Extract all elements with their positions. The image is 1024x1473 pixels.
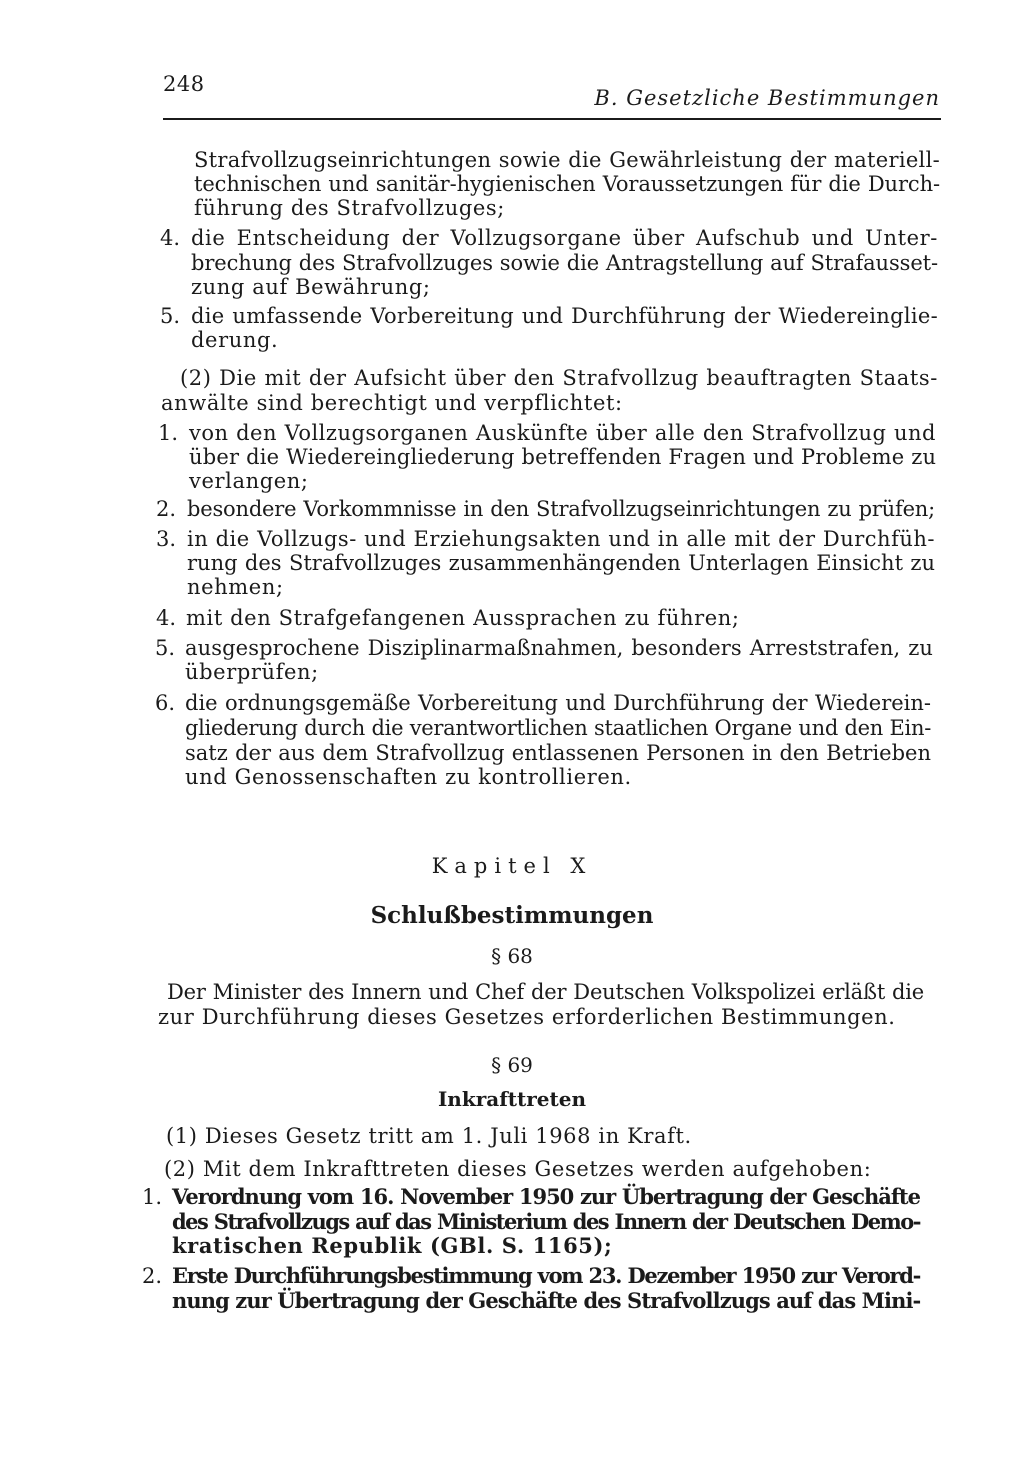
- text-line: Der Minister des Innern und Chef der Deutschen Volkspolizei erläßt die: [167, 980, 924, 1004]
- section-sign: § 68: [491, 944, 533, 968]
- text-line: Verordnung vom 16. November 1950 zur Übertragung der Geschäfte: [172, 1184, 920, 1209]
- text-line: nung zur Übertragung der Geschäfte des Strafvollzugs auf das Mini-: [172, 1288, 921, 1313]
- item-number: 3.: [156, 527, 177, 551]
- text-line: ausgesprochene Disziplinarmaßnahmen, besonders Arreststrafen, zu: [185, 636, 933, 660]
- text-line: und Genossenschaften zu kontrollieren.: [185, 765, 632, 789]
- section-heading: Inkrafttreten: [437, 1087, 587, 1111]
- running-header: B. Gesetzliche Bestimmungen: [594, 86, 940, 110]
- text-line: rung des Strafvollzuges zusammenhängenden Unterlagen Einsicht zu: [187, 551, 935, 575]
- item-number: 4.: [156, 606, 177, 630]
- item-number: 1.: [158, 421, 179, 445]
- text-line: besondere Vorkommnisse in den Strafvollzugseinrichtungen zu prüfen;: [187, 497, 935, 521]
- text-line: brechung des Strafvollzuges sowie die Antragstellung auf Strafausset-: [191, 251, 938, 275]
- paragraph-line: (1) Dieses Gesetz tritt am 1. Juli 1968 in Kraft.: [166, 1124, 692, 1148]
- text-line: die ordnungsgemäße Vorbereitung und Durchführung der Wiederein-: [185, 691, 931, 715]
- chapter-label: Kapitel X: [431, 854, 593, 878]
- text-line: führung des Strafvollzuges;: [194, 196, 505, 220]
- text-line: Erste Durchführungsbestimmung vom 23. Dezember 1950 zur Verord-: [172, 1263, 920, 1288]
- text-line: überprüfen;: [185, 660, 319, 684]
- text-line: zur Durchführung dieses Gesetzes erforderlichen Bestimmungen.: [158, 1005, 896, 1029]
- header-rule: [163, 118, 941, 120]
- text-line: kratischen Republik (GBl. S. 1165);: [172, 1233, 613, 1258]
- text-line: über die Wiedereingliederung betreffenden Fragen und Probleme zu: [189, 445, 937, 469]
- item-number: 5.: [160, 304, 181, 328]
- text-line: mit den Strafgefangenen Aussprachen zu führen;: [186, 606, 740, 630]
- text-line: nehmen;: [187, 575, 284, 599]
- item-number: 2.: [142, 1264, 163, 1288]
- text-line: anwälte sind berechtigt und verpflichtet:: [161, 391, 623, 415]
- text-line: verlangen;: [189, 469, 309, 493]
- text-line: von den Vollzugsorganen Auskünfte über alle den Strafvollzug und: [189, 421, 936, 445]
- text-line: die Entscheidung der Vollzugsorgane über Aufschub und Unter-: [191, 226, 938, 250]
- item-number: 1.: [142, 1185, 163, 1209]
- item-number: 2.: [156, 497, 177, 521]
- text-line: zung auf Bewährung;: [191, 275, 431, 299]
- text-line: Strafvollzugseinrichtungen sowie die Gewährleistung der materiell-: [194, 148, 940, 172]
- text-line: gliederung durch die verantwortlichen staatlichen Organe und den Ein-: [185, 716, 931, 740]
- text-line: die umfassende Vorbereitung und Durchführung der Wiedereinglie-: [191, 304, 938, 328]
- text-line: (2) Die mit der Aufsicht über den Strafvollzug beauftragten Staats-: [180, 366, 938, 390]
- text-line: des Strafvollzugs auf das Ministerium des Innern der Deutschen Demo-: [172, 1209, 920, 1234]
- item-number: 6.: [155, 691, 176, 715]
- text-line: in die Vollzugs- und Erziehungsakten und in alle mit der Durchfüh-: [187, 527, 935, 551]
- chapter-title: Schlußbestimmungen: [370, 902, 654, 929]
- paragraph-line: (2) Mit dem Inkrafttreten dieses Gesetzes werden aufgehoben:: [164, 1157, 872, 1181]
- text-line: satz der aus dem Strafvollzug entlassenen Personen in den Betrieben: [185, 741, 931, 765]
- item-number: 5.: [155, 636, 176, 660]
- item-number: 4.: [160, 226, 181, 250]
- text-line: technischen und sanitär-hygienischen Voraussetzungen für die Durch-: [194, 172, 940, 196]
- page-number: 248: [163, 72, 205, 96]
- section-sign: § 69: [491, 1053, 533, 1077]
- text-line: derung.: [191, 328, 279, 352]
